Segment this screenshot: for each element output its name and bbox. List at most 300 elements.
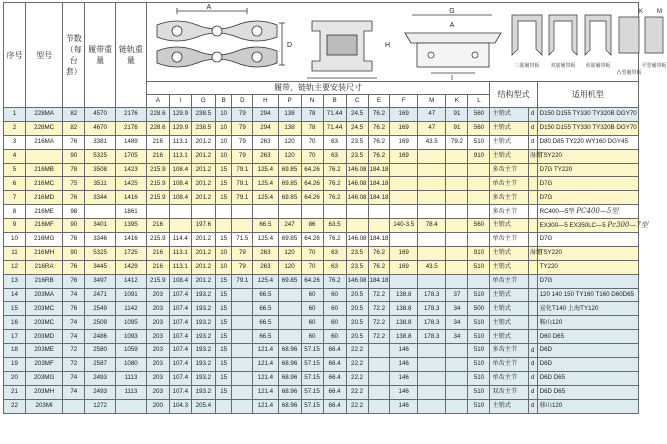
cell-dimension: 22.2 <box>346 385 368 399</box>
cell-type-flag: d <box>528 344 537 358</box>
cell-machines: D150 D155 TY330 TY320B DGY70 <box>537 121 638 135</box>
cell-dimension: 510 <box>468 330 490 344</box>
cell-dimension: 121.4 <box>253 358 278 372</box>
cell-track-weight: 2493 <box>85 385 116 399</box>
dim-header: A <box>146 95 169 108</box>
cell-dimension <box>417 358 446 372</box>
cell-dimension: 68.96 <box>278 399 301 413</box>
cell-dimension: 216 <box>146 260 169 274</box>
cell-structure: 主销式 <box>490 330 528 344</box>
cell-no: 10 <box>4 233 26 247</box>
cell-dimension: 169 <box>390 260 417 274</box>
cell-type-flag: d <box>528 371 537 385</box>
cell-structure: 单齿主节 <box>490 274 528 288</box>
cell-pitches: 76 <box>63 274 85 288</box>
cell-no: 12 <box>4 260 26 274</box>
cell-dimension: 76.2 <box>323 233 346 247</box>
cell-type-flag <box>528 330 537 344</box>
cell-chain-weight: 1395 <box>116 219 147 233</box>
cell-type-flag <box>528 177 537 191</box>
cell-dimension: 57.15 <box>301 385 323 399</box>
cell-pitches: 76 <box>63 135 85 149</box>
cell-dimension: 60 <box>301 330 323 344</box>
cell-structure: 主销式 <box>490 288 528 302</box>
cell-dimension: 203 <box>146 385 169 399</box>
dim-header: I <box>169 95 191 108</box>
table-row <box>4 260 639 274</box>
cell-dimension: 79 <box>232 121 253 135</box>
cell-dimension: 57.15 <box>301 371 323 385</box>
cell-dimension: 215.9 <box>146 177 169 191</box>
cell-model: 203MF <box>25 358 62 372</box>
cell-dimension: 146 <box>390 385 417 399</box>
cell-chain-weight: 1091 <box>116 288 147 302</box>
cell-dimension: 24.5 <box>346 108 368 122</box>
cell-model: 203MD <box>25 330 62 344</box>
cell-machines: D6D D65 <box>537 385 638 399</box>
cell-dimension: 263 <box>253 149 278 163</box>
cell-dimension <box>323 205 346 219</box>
cell-dimension: 146 <box>390 371 417 385</box>
cell-dimension: 560 <box>468 219 490 233</box>
cell-dimension: 294 <box>253 108 278 122</box>
cell-pitches: 74 <box>63 371 85 385</box>
profile-label-M: M <box>656 9 662 15</box>
dim-header: F <box>390 95 417 108</box>
cell-dimension: 79.1 <box>232 274 253 288</box>
dim-header: D <box>232 95 253 108</box>
cell-track-weight: 3508 <box>85 163 116 177</box>
cell-dimension <box>368 344 390 358</box>
cell-dimension <box>390 205 417 219</box>
cell-dimension: 146 <box>390 358 417 372</box>
cell-chain-weight: 1705 <box>116 149 147 163</box>
cell-dimension: 203 <box>146 288 169 302</box>
cell-dimension <box>468 177 490 191</box>
cell-dimension: 107.4 <box>169 385 191 399</box>
cell-chain-weight: 1423 <box>116 163 147 177</box>
cell-dimension: 66.5 <box>253 219 278 233</box>
cell-dimension: 108.4 <box>169 163 191 177</box>
cell-model: 228MA <box>25 108 62 122</box>
cell-dimension: 205.4 <box>191 399 215 413</box>
cell-dimension <box>417 149 446 163</box>
cell-chain-weight: 1425 <box>116 177 147 191</box>
cell-dimension: 57.15 <box>301 344 323 358</box>
cell-dimension: 72.2 <box>368 288 390 302</box>
table-row <box>4 191 639 205</box>
cell-dimension: 247 <box>278 219 301 233</box>
cell-dimension: 203 <box>146 316 169 330</box>
cell-dimension: 69.85 <box>278 177 301 191</box>
cell-dimension: 34 <box>446 302 468 316</box>
table-row <box>4 163 639 177</box>
cell-dimension: 76.2 <box>368 260 390 274</box>
cell-dimension: 20.5 <box>346 288 368 302</box>
cell-dimension: 107.4 <box>169 302 191 316</box>
track-spec-table <box>3 2 667 414</box>
cell-chain-weight: 1080 <box>116 358 147 372</box>
cell-dimension: 294 <box>253 121 278 135</box>
cell-dimension: 184.18 <box>368 177 390 191</box>
cell-no: 13 <box>4 274 26 288</box>
cell-model: 216MG <box>25 233 62 247</box>
cell-dimension <box>417 344 446 358</box>
cell-dimension: 76.2 <box>368 121 390 135</box>
cell-dimension <box>390 233 417 247</box>
table-row <box>4 371 639 385</box>
cell-chain-weight: 2176 <box>116 121 147 135</box>
chain-label-H: H <box>384 42 390 49</box>
cell-machines: TY220 <box>537 260 638 274</box>
cell-type-flag <box>528 191 537 205</box>
cell-dimension: 121.4 <box>253 371 278 385</box>
cell-dimension <box>446 246 468 260</box>
cell-dimension: 23.5 <box>346 149 368 163</box>
cell-track-weight: 2509 <box>85 316 116 330</box>
cell-structure: 多齿主节 <box>490 344 528 358</box>
table-row <box>4 302 639 316</box>
cell-dimension: 510 <box>468 371 490 385</box>
cell-dimension: 216 <box>146 149 169 163</box>
cell-type-flag <box>528 260 537 274</box>
cell-dimension: 47 <box>417 108 446 122</box>
cell-dimension: 69.85 <box>278 233 301 247</box>
cell-model: 203MA <box>25 288 62 302</box>
cell-dimension: 22.2 <box>346 371 368 385</box>
cell-dimension <box>417 399 446 413</box>
cell-structure: 主销式 <box>490 108 528 122</box>
cell-dimension: 76.2 <box>323 177 346 191</box>
cell-dimension: 201.2 <box>191 233 215 247</box>
cell-dimension: 510 <box>468 399 490 413</box>
cell-dimension: 79 <box>232 260 253 274</box>
cell-structure: 主销式 <box>490 246 528 260</box>
dim-header: E <box>368 95 390 108</box>
machines-text: EX300—5 EX350LC—5 <box>539 221 606 229</box>
cell-dimension <box>446 399 468 413</box>
cell-dimension: 510 <box>468 316 490 330</box>
cell-dimension: 71.5 <box>232 233 253 247</box>
cell-dimension: 63.5 <box>323 219 346 233</box>
cell-dimension <box>446 149 468 163</box>
dim-header: M <box>417 95 446 108</box>
cell-pitches: 76 <box>63 191 85 205</box>
cell-pitches: 74 <box>63 330 85 344</box>
chain-link-diagram <box>157 8 285 67</box>
cell-dimension: 193.2 <box>191 371 215 385</box>
cell-type-flag <box>528 316 537 330</box>
cell-dimension <box>390 274 417 288</box>
cell-dimension: 146.08 <box>346 233 368 247</box>
cell-dimension: 15 <box>215 302 231 316</box>
cell-dimension: 79 <box>232 135 253 149</box>
cell-dimension: 57.15 <box>301 358 323 372</box>
cell-structure: 主销式 <box>490 149 528 163</box>
handwritten-note: PC400—5型 <box>576 207 619 216</box>
cell-pitches: 90 <box>63 149 85 163</box>
cell-dimension <box>232 316 253 330</box>
cell-dimension: 201.2 <box>191 246 215 260</box>
cell-pitches: 76 <box>63 302 85 316</box>
cell-dimension: 15 <box>215 371 231 385</box>
cell-dimension: 10 <box>215 135 231 149</box>
cell-dimension: 10 <box>215 149 231 163</box>
cell-dimension: 23.5 <box>346 260 368 274</box>
cell-machines <box>537 205 638 219</box>
cell-dimension: 203 <box>146 330 169 344</box>
cell-track-weight: 3401 <box>85 219 116 233</box>
cell-dimension: 203 <box>146 302 169 316</box>
cell-dimension <box>446 344 468 358</box>
cell-type-flag: d <box>528 399 537 413</box>
link-section-diagram <box>307 21 377 78</box>
cell-dimension: 113.1 <box>169 149 191 163</box>
cell-dimension: 200 <box>146 399 169 413</box>
cell-dimension: 263 <box>253 135 278 149</box>
cell-machines: 120 140 150 TY160 T160 D60D65 <box>537 288 638 302</box>
cell-dimension: 78 <box>301 121 323 135</box>
cell-dimension: 138.8 <box>390 288 417 302</box>
col-header-model: 型号 <box>25 3 62 108</box>
cell-dimension: 63 <box>323 246 346 260</box>
cell-dimension <box>468 274 490 288</box>
table-body <box>4 108 648 414</box>
cell-dimension: 203 <box>146 358 169 372</box>
cell-pitches: 74 <box>63 316 85 330</box>
cell-dimension <box>346 219 368 233</box>
cell-dimension <box>417 246 446 260</box>
cell-track-weight: 3511 <box>85 177 116 191</box>
cell-no: 9 <box>4 219 26 233</box>
cell-chain-weight: 1416 <box>116 191 147 205</box>
cell-dimension <box>346 205 368 219</box>
cell-dimension <box>278 330 301 344</box>
chain-label-D: D <box>286 42 292 49</box>
cell-type-flag: 湿地 <box>528 246 537 260</box>
cell-dimension: 129.9 <box>169 108 191 122</box>
col-header-structure: 结构型式 <box>490 82 537 108</box>
cell-track-weight: 1272 <box>85 399 116 413</box>
cell-pitches <box>63 399 85 413</box>
cell-dimension: 34 <box>446 330 468 344</box>
cell-type-flag: d <box>528 108 537 122</box>
cell-machines: D7G <box>537 177 638 191</box>
cell-dimension: 47 <box>417 121 446 135</box>
cell-machines <box>537 219 648 233</box>
cell-chain-weight: 2176 <box>116 108 147 122</box>
cell-dimension: 203 <box>146 344 169 358</box>
table-row <box>4 219 639 233</box>
cell-dimension: 79 <box>232 149 253 163</box>
dim-header: N <box>301 95 323 108</box>
cell-dimension: 201.2 <box>191 135 215 149</box>
cell-track-weight: 3497 <box>85 274 116 288</box>
machines-text: RC400—5型 <box>539 208 575 216</box>
cell-dimension <box>215 205 231 219</box>
cell-dimension: 215.9 <box>146 233 169 247</box>
cell-dimension: 510 <box>468 260 490 274</box>
cell-dimension: 193.2 <box>191 288 215 302</box>
dim-header: C <box>346 95 368 108</box>
cell-dimension: 15 <box>215 358 231 372</box>
cell-no: 14 <box>4 288 26 302</box>
cell-dimension: 15 <box>215 288 231 302</box>
cell-no: 15 <box>4 302 26 316</box>
cell-dimension: 60 <box>323 330 346 344</box>
cell-dimension <box>417 233 446 247</box>
table-row <box>4 233 639 247</box>
cell-type-flag <box>528 219 537 233</box>
cell-dimension: 78 <box>301 108 323 122</box>
cell-dimension: 60 <box>323 302 346 316</box>
cell-dimension <box>368 358 390 372</box>
cell-pitches: 78 <box>63 163 85 177</box>
cell-dimension: 107.4 <box>169 330 191 344</box>
cell-dimension: 15 <box>215 177 231 191</box>
spec-sheet <box>3 2 667 442</box>
col-header-pitches: 节数（每台套） <box>63 3 85 108</box>
cell-structure: 单齿主节 <box>490 358 528 372</box>
cell-dimension: 23.5 <box>346 135 368 149</box>
cell-dimension <box>417 163 446 177</box>
cell-structure: 主销式 <box>490 399 528 413</box>
cell-dimension: 107.4 <box>169 288 191 302</box>
cell-type-flag <box>528 163 537 177</box>
cell-dimension: 107.4 <box>169 371 191 385</box>
cell-dimension: 169 <box>390 246 417 260</box>
cell-dimension <box>278 302 301 316</box>
cell-dimension: 114.4 <box>169 233 191 247</box>
cell-track-weight: 5325 <box>85 246 116 260</box>
cell-track-weight: 3381 <box>85 135 116 149</box>
cell-track-weight: 3344 <box>85 191 116 205</box>
cell-dimension: 15 <box>215 344 231 358</box>
cell-dimension: 10 <box>215 108 231 122</box>
cell-dimension <box>390 191 417 205</box>
cell-pitches: 74 <box>63 288 85 302</box>
cell-chain-weight: 1113 <box>116 385 147 399</box>
cell-dimension: 146 <box>390 399 417 413</box>
cell-dimension: 138.8 <box>390 316 417 330</box>
cell-dimension: 104.3 <box>169 399 191 413</box>
cell-dimension: 129.9 <box>169 121 191 135</box>
cell-dimension: 10 <box>215 260 231 274</box>
table-row <box>4 316 639 330</box>
cell-dimension: 121.4 <box>253 344 278 358</box>
cell-dimension <box>232 302 253 316</box>
table-row <box>4 205 639 219</box>
cell-dimension: 201.2 <box>191 149 215 163</box>
cell-pitches: 82 <box>63 121 85 135</box>
cell-structure: 主销式 <box>490 316 528 330</box>
cell-dimension <box>446 358 468 372</box>
chain-label-A: A <box>206 4 212 11</box>
shoe-label-G: G <box>449 8 455 15</box>
cell-dimension <box>417 385 446 399</box>
cell-dimension <box>278 288 301 302</box>
cell-structure: 主销式 <box>490 302 528 316</box>
col-header-chain-weight: 链轨重量 <box>116 3 147 108</box>
cell-dimension: 71.44 <box>323 121 346 135</box>
cell-dimension: 15 <box>215 316 231 330</box>
cell-track-weight: 3445 <box>85 260 116 274</box>
cell-type-flag <box>528 205 537 219</box>
cell-dimension <box>468 233 490 247</box>
cell-dimension: 76.2 <box>323 274 346 288</box>
cell-dimension: 69.85 <box>278 163 301 177</box>
cell-dimension: 178.3 <box>417 330 446 344</box>
cell-structure: 单齿主节 <box>490 371 528 385</box>
cell-dimension: 201.2 <box>191 274 215 288</box>
cell-structure: 单齿主节 <box>490 233 528 247</box>
cell-type-flag <box>528 288 537 302</box>
col-header-machines: 适用机型 <box>537 82 638 108</box>
cell-machines: D80 D85 TY220 WY160 DGY45 <box>537 135 638 149</box>
cell-track-weight: 2549 <box>85 302 116 316</box>
cell-dimension <box>278 205 301 219</box>
cell-dimension: 216 <box>146 246 169 260</box>
cell-dimension: 15 <box>215 191 231 205</box>
cell-dimension <box>417 371 446 385</box>
cell-dimension: 910 <box>468 246 490 260</box>
cell-dimension <box>278 316 301 330</box>
cell-no: 3 <box>4 135 26 149</box>
cell-dimension: 178.3 <box>417 316 446 330</box>
cell-dimension: 107.4 <box>169 358 191 372</box>
cell-dimension: 68.96 <box>278 344 301 358</box>
cell-dimension: 15 <box>215 330 231 344</box>
cell-dimension <box>232 205 253 219</box>
profile-label-K: K <box>638 9 643 15</box>
cell-model: 203MC <box>25 302 62 316</box>
cell-dimension: 169 <box>390 108 417 122</box>
cell-chain-weight: 1489 <box>116 135 147 149</box>
shoe-label-A: A <box>449 22 455 29</box>
cell-dimension: 79 <box>232 108 253 122</box>
cell-dimension: 238.5 <box>191 108 215 122</box>
cell-dimension: 216 <box>146 135 169 149</box>
cell-dimension: 20.5 <box>346 330 368 344</box>
cell-machines: D7G TY220 <box>537 163 638 177</box>
cell-chain-weight: 1093 <box>116 330 147 344</box>
cell-dimension <box>368 219 390 233</box>
table-row <box>4 135 639 149</box>
cell-dimension: 120 <box>278 246 301 260</box>
cell-chain-weight: 1725 <box>116 246 147 260</box>
cell-dimension <box>446 163 468 177</box>
cell-model: 228MC <box>25 121 62 135</box>
cell-pitches: 90 <box>63 246 85 260</box>
cell-dimension: 72.2 <box>368 316 390 330</box>
cell-no: 4 <box>4 149 26 163</box>
dim-header: B <box>215 95 231 108</box>
cell-no: 1 <box>4 108 26 122</box>
cell-dimension: 121.4 <box>253 385 278 399</box>
cell-pitches: 76 <box>63 260 85 274</box>
cell-no: 8 <box>4 205 26 219</box>
cell-dimension <box>232 219 253 233</box>
cell-dimension: 113.1 <box>169 246 191 260</box>
cell-track-weight: 4570 <box>85 108 116 122</box>
cell-dimension: 910 <box>468 149 490 163</box>
cell-dimension: 113.1 <box>169 260 191 274</box>
shoe-label-I: I <box>450 75 453 82</box>
cell-chain-weight: 1095 <box>116 316 147 330</box>
cell-dimension <box>368 399 390 413</box>
caption-3: 单筋履带板 <box>585 63 611 69</box>
cell-dimension: 22.2 <box>346 358 368 372</box>
